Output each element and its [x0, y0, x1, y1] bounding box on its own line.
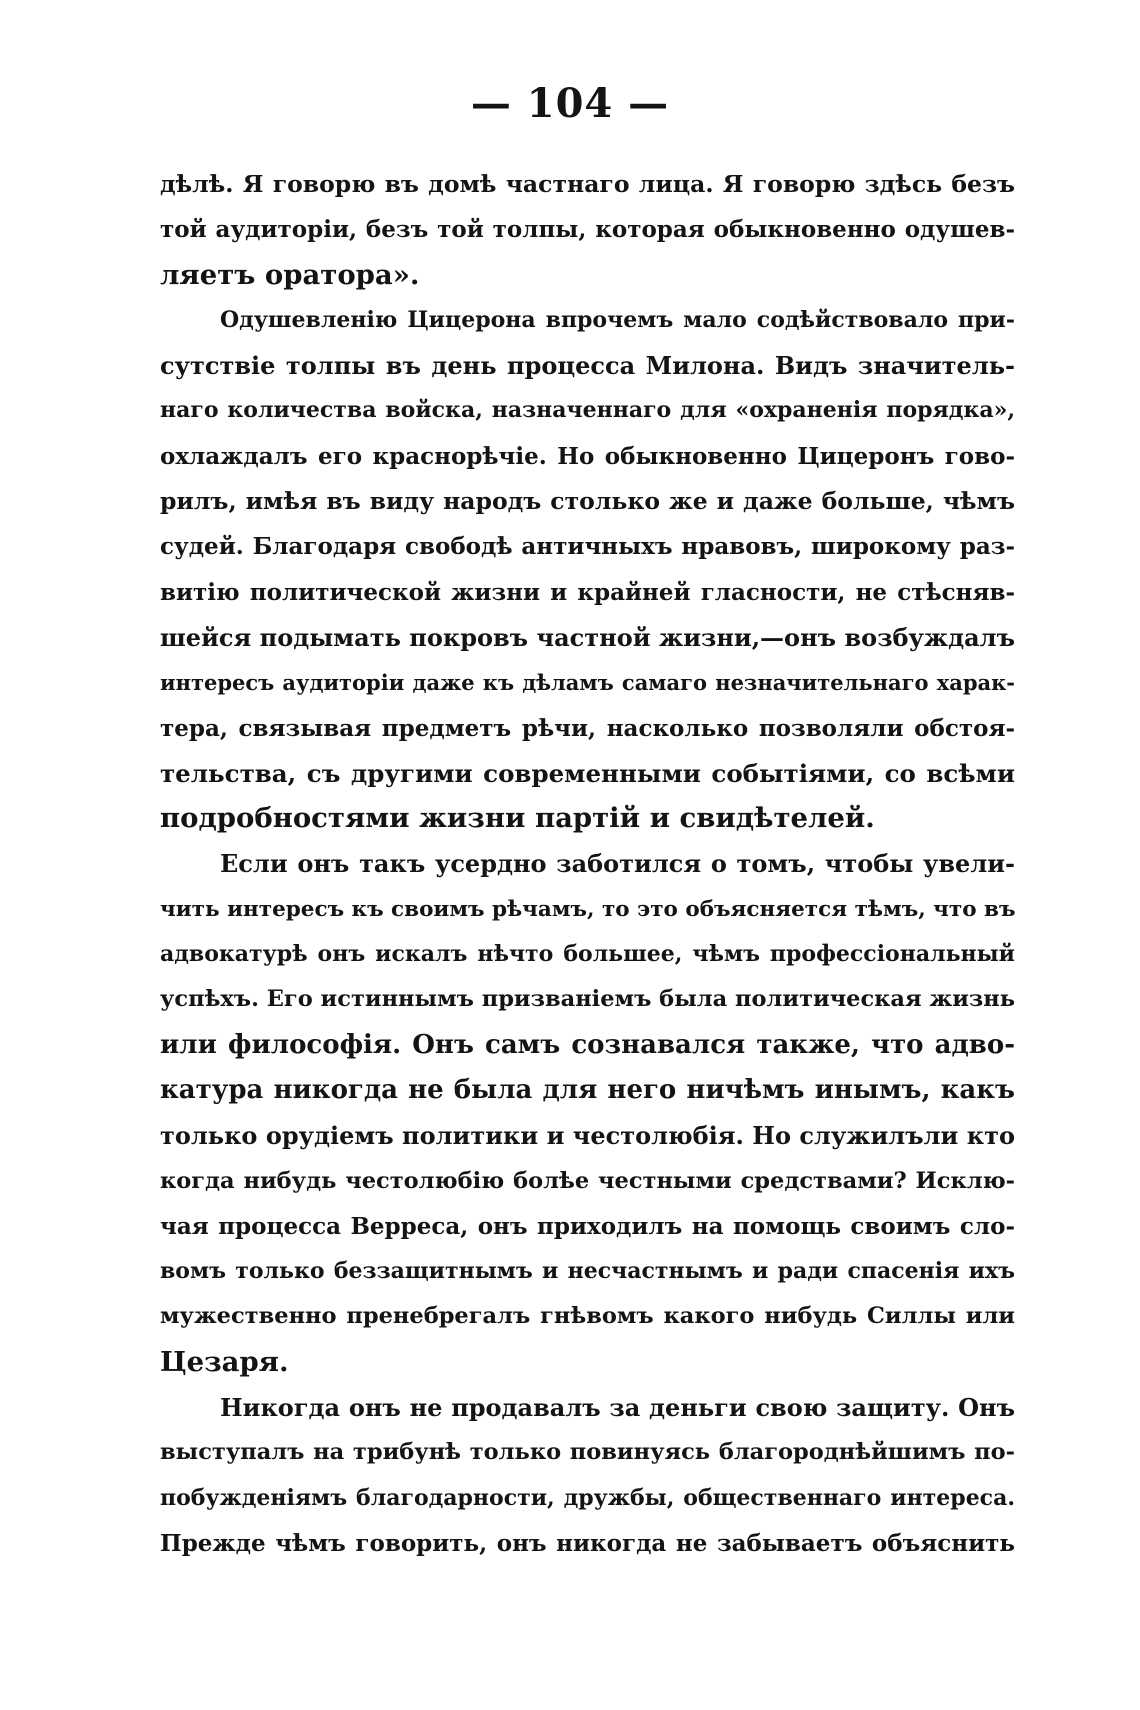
page-number: — 104 — — [470, 80, 670, 127]
text-line: побужденіямъ благодарности, дружбы, общественнаго интереса. — [160, 1484, 1015, 1511]
text-line: Если онъ такъ усердно заботился о томъ, чтобы увели- — [220, 849, 1015, 879]
text-line: охлаждалъ его краснорѣчіе. Но обыкновенно Цицеронъ гово- — [160, 442, 1015, 470]
text-line: Одушевленію Цицерона впрочемъ мало содѣйствовало при- — [220, 306, 1015, 333]
text-line: интересъ аудиторіи даже къ дѣламъ самаго незначительнаго харак- — [160, 670, 1015, 696]
text-line: или философія. Онъ самъ сознавался также, что адво- — [160, 1029, 1015, 1060]
text-line: судей. Благодаря свободѣ античныхъ нравовъ, широкому раз- — [160, 533, 1015, 561]
text-line: когда нибудь честолюбію болѣе честными средствами? Исклю- — [160, 1167, 1015, 1194]
text-line: катура никогда не была для него ничѣмъ инымъ, какъ — [160, 1074, 1015, 1105]
text-line: вомъ только беззащитнымъ и несчастнымъ и ради спасенія ихъ — [160, 1258, 1015, 1285]
text-line: чая процесса Верреса, онъ приходилъ на помощь своимъ сло- — [160, 1212, 1015, 1240]
text-line: выступалъ на трибунѣ только повинуясь благороднѣйшимъ по- — [160, 1439, 1015, 1466]
text-line: успѣхъ. Его истиннымъ призваніемъ была политическая жизнь — [160, 986, 1015, 1013]
text-line: чить интересъ къ своимъ рѣчамъ, то это объясняется тѣмъ, что въ — [160, 896, 1016, 922]
text-line: тельства, съ другими современными событіями, со всѣми — [160, 758, 1015, 788]
text-line: адвокатурѣ онъ искалъ нѣчто большее, чѣмъ профессіональный — [160, 941, 1015, 968]
text-line: шейся подымать покровъ частной жизни,—онъ возбуждалъ — [160, 622, 1015, 652]
text-line: только орудіемъ политики и честолюбія. Но служилъли кто — [160, 1121, 1015, 1151]
text-line: ляетъ оратора». — [160, 258, 420, 291]
text-line: Прежде чѣмъ говорить, онъ никогда не забываетъ объяснить — [160, 1529, 1015, 1557]
text-line: тера, связывая предметъ рѣчи, насколько позволяли обстоя- — [160, 714, 1015, 742]
text-line: сутствіе толпы въ день процесса Милона. Видъ значитель- — [160, 351, 1015, 381]
text-line: рилъ, имѣя въ виду народъ столько же и даже больше, чѣмъ — [160, 487, 1015, 516]
text-line: мужественно пренебрегалъ гнѣвомъ какого нибудь Силлы или — [160, 1303, 1015, 1330]
text-line: наго количества войска, назначеннаго для «охраненія порядка», — [160, 397, 1015, 424]
text-line: той аудиторіи, безъ той толпы, которая обыкновенно одушев- — [160, 216, 1015, 244]
body-text — [160, 162, 1015, 1566]
text-line: подробностями жизни партій и свидѣтелей. — [160, 802, 875, 835]
text-line: Никогда онъ не продавалъ за деньги свою защиту. Онъ — [220, 1393, 1015, 1423]
text-line: витію политической жизни и крайней гласности, не стѣсняв- — [160, 578, 1015, 606]
text-line: дѣлѣ. Я говорю въ домѣ частнаго лица. Я говорю здѣсь безъ — [160, 170, 1015, 198]
text-line: Цезаря. — [160, 1345, 289, 1378]
